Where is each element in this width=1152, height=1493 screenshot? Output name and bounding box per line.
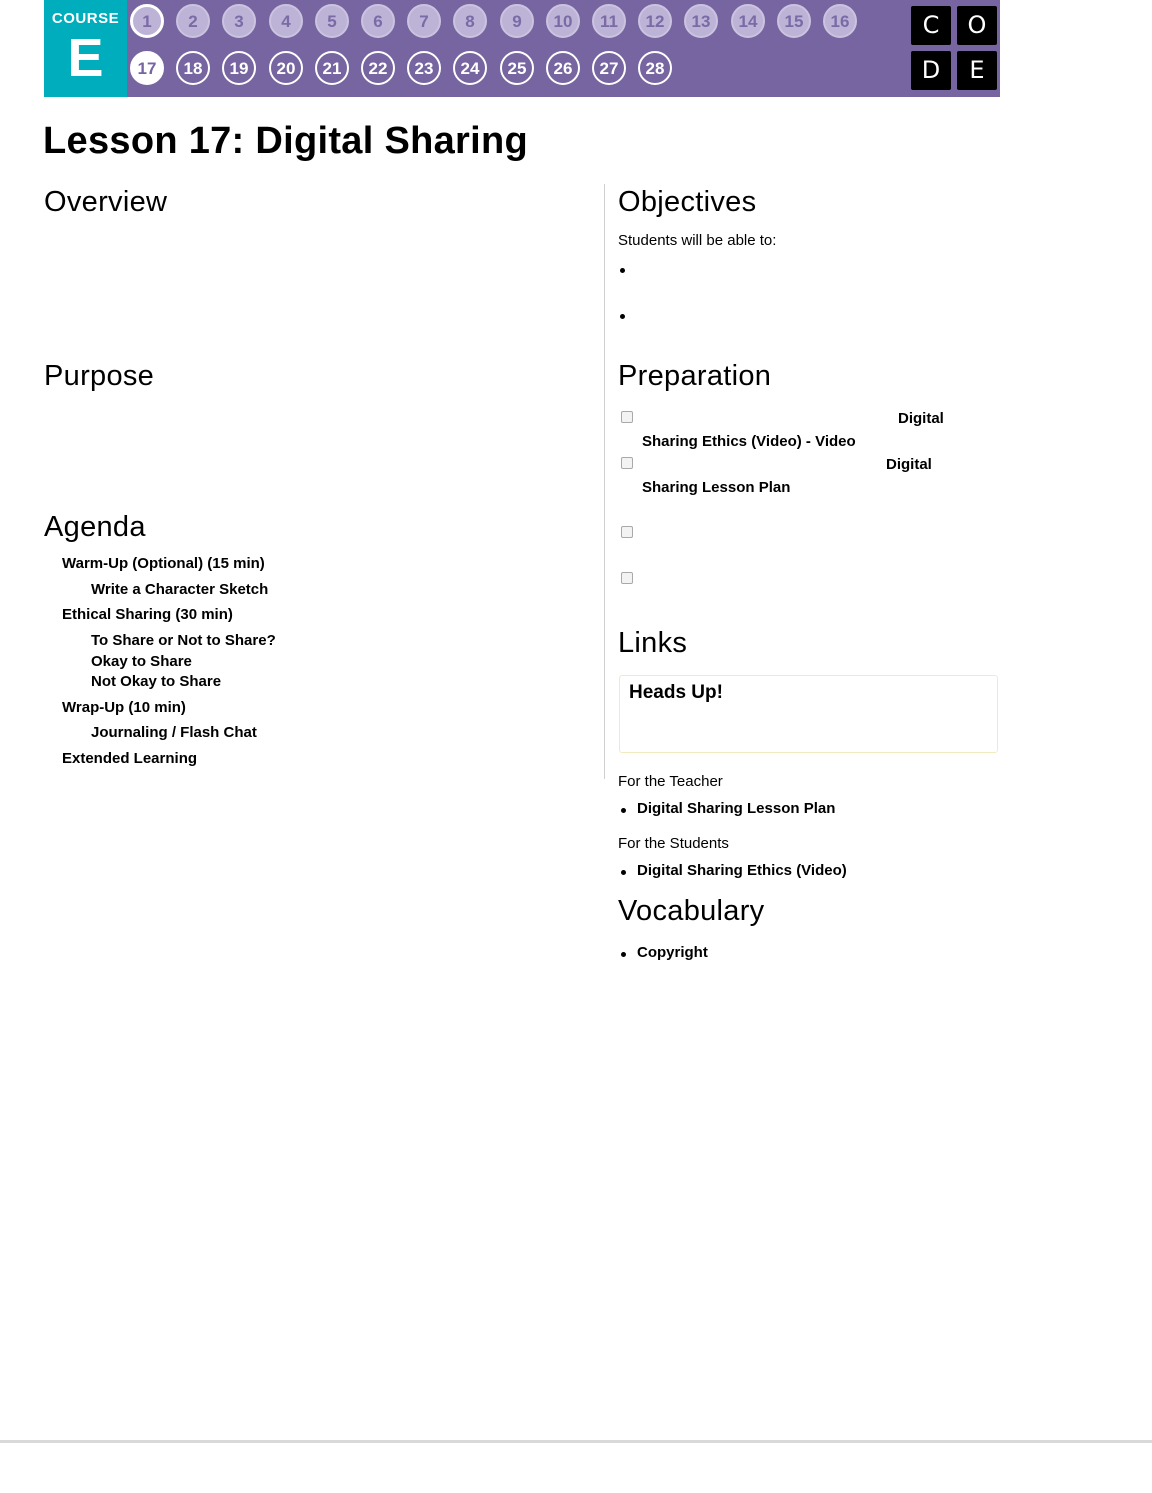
agenda-item[interactable]: Warm-Up (Optional) (15 min)	[62, 555, 265, 572]
agenda-subitem[interactable]: To Share or Not to Share?	[91, 632, 276, 649]
column-divider	[604, 184, 605, 779]
heads-up-title: Heads Up!	[629, 682, 723, 703]
logo-letter: E	[957, 51, 997, 90]
lesson-19-button[interactable]: 19	[222, 51, 256, 85]
preparation-checkbox[interactable]	[621, 572, 633, 584]
lesson-1-button[interactable]: 1	[130, 4, 164, 38]
lesson-11-button[interactable]: 11	[592, 4, 626, 38]
course-banner	[44, 0, 1000, 97]
lesson-23-button[interactable]: 23	[407, 51, 441, 85]
objectives-intro: Students will be able to:	[618, 232, 777, 249]
lesson-27-button[interactable]: 27	[592, 51, 626, 85]
objectives-heading: Objectives	[618, 186, 757, 218]
lesson-18-button[interactable]: 18	[176, 51, 210, 85]
vocabulary-bullet	[621, 952, 626, 957]
for-teacher-label: For the Teacher	[618, 773, 723, 790]
footer-divider	[0, 1440, 1152, 1443]
logo-letter: D	[911, 51, 951, 90]
agenda-item[interactable]: Ethical Sharing (30 min)	[62, 606, 233, 623]
agenda-heading: Agenda	[44, 511, 146, 543]
lesson-3-button[interactable]: 3	[222, 4, 256, 38]
lesson-2-button[interactable]: 2	[176, 4, 210, 38]
teacher-lesson-plan-link[interactable]: Digital Sharing Lesson Plan	[637, 800, 836, 817]
lesson-21-button[interactable]: 21	[315, 51, 349, 85]
lesson-24-button[interactable]: 24	[453, 51, 487, 85]
lesson-15-button[interactable]: 15	[777, 4, 811, 38]
lesson-6-button[interactable]: 6	[361, 4, 395, 38]
preparation-checkbox[interactable]	[621, 526, 633, 538]
lesson-16-button[interactable]: 16	[823, 4, 857, 38]
lesson-20-button[interactable]: 20	[269, 51, 303, 85]
lesson-8-button[interactable]: 8	[453, 4, 487, 38]
lesson-5-button[interactable]: 5	[315, 4, 349, 38]
link-bullet	[621, 870, 626, 875]
lesson-12-button[interactable]: 12	[638, 4, 672, 38]
preparation-item-line1[interactable]: Digital	[886, 456, 932, 473]
logo-letter: O	[957, 6, 997, 45]
lesson-4-button[interactable]: 4	[269, 4, 303, 38]
course-badge[interactable]	[44, 0, 127, 97]
lesson-7-button[interactable]: 7	[407, 4, 441, 38]
lesson-14-button[interactable]: 14	[731, 4, 765, 38]
preparation-item-line2[interactable]: Sharing Lesson Plan	[642, 479, 791, 496]
lesson-13-button[interactable]: 13	[684, 4, 718, 38]
objective-bullet	[620, 314, 625, 319]
agenda-subitem[interactable]: Not Okay to Share	[91, 673, 222, 690]
preparation-heading: Preparation	[618, 360, 772, 392]
vocabulary-heading: Vocabulary	[618, 895, 765, 927]
lesson-10-button[interactable]: 10	[546, 4, 580, 38]
agenda-subitem[interactable]: Journaling / Flash Chat	[91, 724, 257, 741]
objective-bullet	[620, 268, 625, 273]
preparation-checkbox[interactable]	[621, 411, 633, 423]
lesson-28-button[interactable]: 28	[638, 51, 672, 85]
preparation-item-line1[interactable]: Digital	[898, 410, 944, 427]
agenda-item[interactable]: Wrap-Up (10 min)	[62, 699, 186, 716]
links-heading: Links	[618, 627, 688, 659]
lesson-25-button[interactable]: 25	[500, 51, 534, 85]
code-logo[interactable]	[911, 6, 997, 92]
logo-letter: C	[911, 6, 951, 45]
preparation-checkbox[interactable]	[621, 457, 633, 469]
lesson-26-button[interactable]: 26	[546, 51, 580, 85]
agenda-subitem[interactable]: Write a Character Sketch	[91, 581, 269, 598]
for-students-label: For the Students	[618, 835, 729, 852]
page-title: Lesson 17: Digital Sharing	[43, 120, 529, 162]
link-bullet	[621, 808, 626, 813]
lesson-17-button[interactable]: 17	[130, 51, 164, 85]
course-word: COURSE	[51, 10, 120, 27]
preparation-item-line2[interactable]: Sharing Ethics (Video) - Video	[642, 433, 856, 450]
vocabulary-term: Copyright	[637, 944, 708, 961]
purpose-heading: Purpose	[44, 360, 155, 392]
lesson-22-button[interactable]: 22	[361, 51, 395, 85]
agenda-item[interactable]: Extended Learning	[62, 750, 198, 767]
agenda-subitem[interactable]: Okay to Share	[91, 653, 192, 670]
course-letter: E	[67, 28, 104, 88]
overview-heading: Overview	[44, 186, 168, 218]
heads-up-callout	[619, 675, 998, 753]
lesson-9-button[interactable]: 9	[500, 4, 534, 38]
student-video-link[interactable]: Digital Sharing Ethics (Video)	[637, 862, 847, 879]
